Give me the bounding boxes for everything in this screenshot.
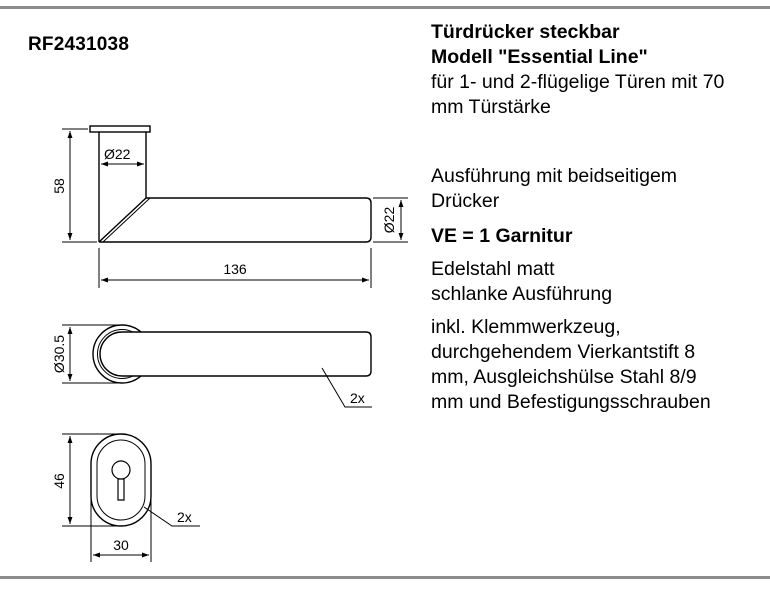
bevel-line-outer	[99, 198, 146, 242]
escutcheon-width-label: 30	[113, 537, 129, 553]
cylinder-keyhole	[112, 461, 130, 500]
bottom-divider	[0, 576, 770, 579]
usage-line-2: mm Türstärke	[431, 96, 551, 118]
escutcheon-view	[62, 434, 200, 562]
escutcheon-inner	[97, 440, 145, 520]
lever-diameter-label: Ø22	[381, 206, 397, 234]
title-line-2: Modell "Essential Line"	[431, 46, 648, 68]
design-line-1: Ausführung mit beidseitigem	[431, 165, 678, 187]
title-line-1: Türdrücker steckbar	[431, 21, 620, 43]
material-line-1: Edelstahl matt	[431, 258, 555, 280]
includes-line-3: mm, Ausgleichshülse Stahl 8/9	[431, 366, 697, 388]
rose-plate	[90, 126, 150, 132]
handle-height-label: 58	[51, 178, 67, 194]
top-view	[62, 325, 372, 407]
usage-line-1: für 1- und 2-flügelige Türen mit 70	[431, 71, 725, 93]
lever-quantity-label: 2x	[350, 390, 365, 406]
design-line-2: Drücker	[431, 190, 500, 212]
product-code: RF2431038	[28, 34, 130, 55]
rose-outer-diameter-label: Ø30.5	[51, 334, 67, 374]
product-description	[431, 20, 766, 415]
bevel-line-inner	[103, 198, 150, 242]
escutcheon-height-label: 46	[51, 473, 67, 489]
lever-top-outline	[100, 332, 371, 376]
includes-line-2: durchgehendem Vierkantstift 8	[431, 341, 696, 363]
handle-length-label: 136	[223, 261, 247, 277]
material-line-2: schlanke Ausführung	[431, 283, 613, 305]
packaging-label: VE = 1 Garnitur	[431, 225, 573, 247]
includes-line-1: inkl. Klemmwerkzeug,	[431, 316, 621, 338]
rose-diameter-label: Ø22	[104, 146, 131, 162]
escutcheon-outer	[91, 434, 151, 526]
includes-line-4: mm und Befestigungsschrauben	[431, 391, 711, 413]
escutcheon-quantity-label: 2x	[177, 509, 192, 525]
